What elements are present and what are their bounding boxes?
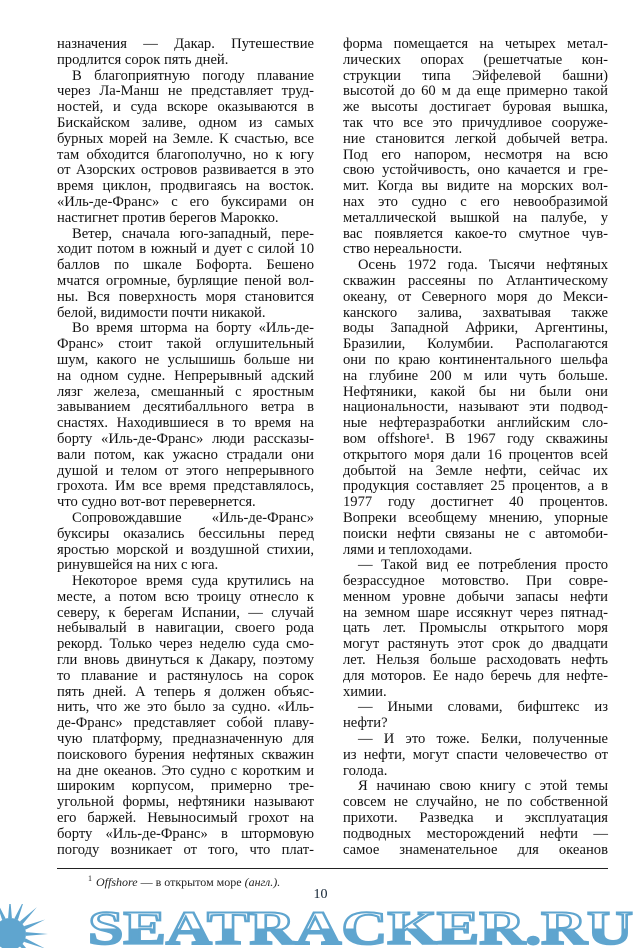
- text-line: они по краю континентального шельфа: [343, 351, 608, 368]
- text-line: снастях. Находившиеся в то время на: [57, 415, 314, 432]
- text-line: открытого моря дали 16 процентов всей: [343, 446, 608, 463]
- text-line: вас появляется какое-то смутное чув-: [343, 225, 608, 242]
- text-line: продукция составляет 25 процентов, а в: [343, 478, 608, 495]
- text-line: прихоти. Разведка и эксплуатация: [343, 810, 608, 827]
- text-line: химии.: [343, 683, 387, 700]
- text-line: на земном шаре иссякнут через пятнад-: [343, 604, 608, 621]
- footnote-mark: 1: [88, 874, 92, 883]
- text-line: Бискайском заливе, одном из самых: [57, 114, 314, 131]
- text-line: ностей, и суда вскоре оказываются в: [57, 99, 314, 116]
- text-line: лет. Нельзя больше расходовать нефть: [343, 652, 608, 669]
- text-line: чую платформу, предназначенную для: [57, 731, 314, 748]
- text-line: нефти?: [343, 715, 388, 732]
- text-line: Сопровождавшие «Иль-де-Франс»: [72, 509, 314, 526]
- text-line: национальности, называют эти подвод-: [343, 399, 608, 416]
- text-line: «Иль-де-Франс» с его буксирами он: [57, 193, 314, 210]
- text-line: его баржей. Невыносимый грохот на: [57, 810, 314, 827]
- text-line: 1977 году достигнет 40 процентов.: [343, 494, 608, 511]
- text-line: время циклон, продвигаясь на восток.: [57, 178, 314, 195]
- text-line: Ветер, сначала юго-западный, пере-: [72, 225, 314, 242]
- paragraph: [343, 37, 608, 258]
- paragraph: [57, 69, 314, 227]
- footnote-divider: [57, 868, 608, 869]
- text-line: — Иными словами, бифштекс из: [358, 699, 608, 716]
- footnote-note: (англ.).: [244, 875, 281, 889]
- text-line: Некоторое время суда крутились на: [72, 573, 314, 590]
- paragraph: [57, 574, 314, 858]
- text-line: Под его напором, несмотря на всю: [343, 146, 608, 163]
- text-line: — И это тоже. Белки, полученные: [358, 731, 608, 748]
- text-line: ринувшейся на них с юга.: [57, 557, 219, 574]
- text-line: ние становится легкой добычей ветра.: [343, 130, 608, 147]
- text-line: Нефтяники, какой бы ни были они: [343, 383, 608, 400]
- text-line: шум, какого не услышишь больше ни: [57, 351, 314, 368]
- text-line: ходит потом в южный и дует с силой 10: [57, 241, 314, 258]
- paragraph: [343, 258, 608, 558]
- text-line: так что все это причудливое сооруже-: [343, 114, 608, 131]
- text-line: буксиры оказались бессильны перед: [57, 525, 314, 542]
- text-line: гли вновь двинуться к Дакару, поэтому: [57, 652, 314, 669]
- text-line: от Азорских островов развивается в это: [57, 162, 314, 179]
- text-line: же высоты достигает буровая вышка,: [343, 99, 608, 116]
- text-line: борту «Иль-де-Франс» в штормовую: [57, 825, 314, 842]
- text-line: лических опорах (решетчатые кон-: [343, 51, 608, 68]
- text-line: что судно вот-вот перевернется.: [57, 494, 256, 511]
- text-line: на дне океанов. Это судно с коротким и: [57, 762, 314, 779]
- text-line: грохота. Им все время представлялось,: [57, 478, 314, 495]
- watermark-text: SEATRACKER.RU: [88, 904, 633, 948]
- text-line: Осень 1972 года. Тысячи нефтяных: [358, 257, 608, 274]
- text-line: рекорд. Только через неделю суда смо-: [57, 636, 314, 653]
- text-line: могут растянуть этот срок до двадцати: [343, 636, 608, 653]
- text-line: подводных месторождений нефти —: [343, 825, 608, 842]
- text-line: продлится сорок пять дней.: [57, 51, 229, 68]
- text-line: менном уровне добычи запасы нефти: [343, 588, 608, 605]
- text-line: океану, от Северного моря до Мекси-: [343, 288, 608, 305]
- sun-ray: [0, 904, 6, 920]
- text-line: настигнет против берегов Марокко.: [57, 209, 279, 226]
- paragraph: [343, 700, 608, 732]
- paragraph: [57, 511, 314, 574]
- text-line: там обходится благополучно, но к югу: [57, 146, 314, 163]
- text-line: душой и телом от этого непрерывного: [57, 462, 314, 479]
- text-line: воды Западной Африки, Аргентины,: [343, 320, 608, 337]
- text-line: нить, что же это было за судно. «Иль-: [57, 699, 314, 716]
- text-line: поискового бурения нефтяных скважин: [57, 746, 314, 763]
- text-line: вали потом, как ужасно страдали они: [57, 446, 314, 463]
- text-line: Вопреки всеобщему мнению, упорные: [343, 509, 608, 526]
- seatracker-watermark-logo: [0, 904, 641, 948]
- paragraph: [343, 779, 608, 858]
- text-line: яростью морской и воздушной стихии,: [57, 541, 314, 558]
- text-line: лязг железа, смешанный с яростным: [57, 383, 314, 400]
- sun-ray: [24, 919, 45, 929]
- text-line: высотой до 60 м да еще примерно такой: [343, 83, 608, 100]
- text-line: Во время шторма на борту «Иль-де-: [72, 320, 314, 337]
- text-line: цать лет. Промыслы открытого моря: [343, 620, 608, 637]
- text-line: форма помещается на четырех метал-: [343, 36, 608, 52]
- text-line: ство нереальности.: [343, 241, 463, 258]
- paragraph: [343, 558, 608, 700]
- text-line: лями и теплоходами.: [343, 541, 473, 558]
- text-line: голода.: [343, 762, 388, 779]
- text-line: В благоприятную погоду плавание: [72, 67, 314, 84]
- text-line: струкции типа Эйфелевой башни): [343, 67, 608, 84]
- text-line: канского залива, захватывая также: [343, 304, 608, 321]
- text-line: месте, а потом всю троицу отнесло к: [57, 588, 314, 605]
- text-line: ные нефтеразработки английским сло-: [343, 415, 608, 432]
- paragraph: [57, 227, 314, 322]
- text-line: назначения — Дакар. Путешествие: [57, 36, 314, 52]
- text-line: скважин рассеяны по Атлантическому: [343, 272, 608, 289]
- text-line: совсем не случайно, не по собственной: [343, 794, 608, 811]
- text-line: добытой на Земле нефти, сейчас их: [343, 462, 608, 479]
- paragraph: [57, 37, 314, 69]
- text-line: нах это судно с его невообразимой: [343, 193, 608, 210]
- paragraph: [343, 732, 608, 779]
- text-line: вом offshore¹. В 1967 году скважины: [343, 430, 608, 447]
- text-line: де-Франс» представляет собой плаву-: [57, 715, 314, 732]
- sun-icon: [0, 904, 48, 948]
- sun-ray: [14, 904, 24, 920]
- text-line: Бразилии, Колумбии. Располагаются: [343, 336, 608, 353]
- text-line: белой, видимости почти никакой.: [57, 304, 266, 321]
- text-line: борту «Иль-де-Франс» люди рассказы-: [57, 430, 314, 447]
- sun-ray: [8, 904, 12, 918]
- text-line: металлической вышкой на палубе, у: [343, 209, 608, 226]
- sun-ray: [24, 938, 45, 948]
- text-line: небывалый в навигации, своего рода: [57, 620, 314, 637]
- text-line: поиски нефти связаны не с автомоби-: [343, 525, 608, 542]
- text-line: Франс» стоит такой оглушительный: [57, 336, 314, 353]
- text-column-left: [57, 37, 314, 858]
- text-line: погоду возникает от того, что плат-: [57, 841, 314, 858]
- page-number: 10: [313, 887, 328, 902]
- sun-ray: [26, 932, 48, 936]
- text-line: на одном судне. Непрерывный адский: [57, 367, 314, 384]
- text-line: самое знаменательное для океанов: [343, 841, 608, 858]
- text-line: северу, к берегам Испании, — случай: [57, 604, 314, 621]
- text-line: мит. Когда вы видите на морских вол-: [343, 178, 608, 195]
- text-line: бурных морей на Земле. К счастью, все: [57, 130, 314, 147]
- text-line: Я начинаю свою книгу с этой темы: [358, 778, 608, 795]
- text-line: то плавание и растянулось на сорок: [57, 667, 314, 684]
- text-line: на глубине 200 м или чуть больше.: [343, 367, 608, 384]
- text-line: ны. Вся поверхность моря становится: [57, 288, 314, 305]
- footnote-term: Offshore: [96, 875, 138, 889]
- footnote-text: — в открытом море: [137, 875, 245, 889]
- paragraph: [57, 321, 314, 511]
- text-line: пять дней. А теперь я должен объяс-: [57, 683, 314, 700]
- text-line: широким корпусом, примерно тре-: [57, 778, 314, 795]
- text-line: угольной формы, нефтяники называют: [57, 794, 314, 811]
- text-line: завыванием десятибалльного ветра в: [57, 399, 314, 416]
- text-line: через Ла-Манш не представляет труд-: [57, 83, 314, 100]
- text-line: свою устойчивость, оно качается и гре-: [343, 162, 608, 179]
- text-line: мчатся огромные, бурлящие пеной вол-: [57, 272, 314, 289]
- text-column-right: [343, 37, 608, 858]
- text-line: для моторов. Ее надо беречь для нефте-: [343, 667, 608, 684]
- text-line: баллов по шкале Бофорта. Бешено: [57, 257, 314, 274]
- sun-ray: [20, 907, 37, 924]
- text-line: — Такой вид ее потребления просто: [358, 557, 608, 574]
- text-line: безрассудное мотовство. При совре-: [343, 573, 608, 590]
- text-line: из нефти, могут спасти человечество от: [343, 746, 608, 763]
